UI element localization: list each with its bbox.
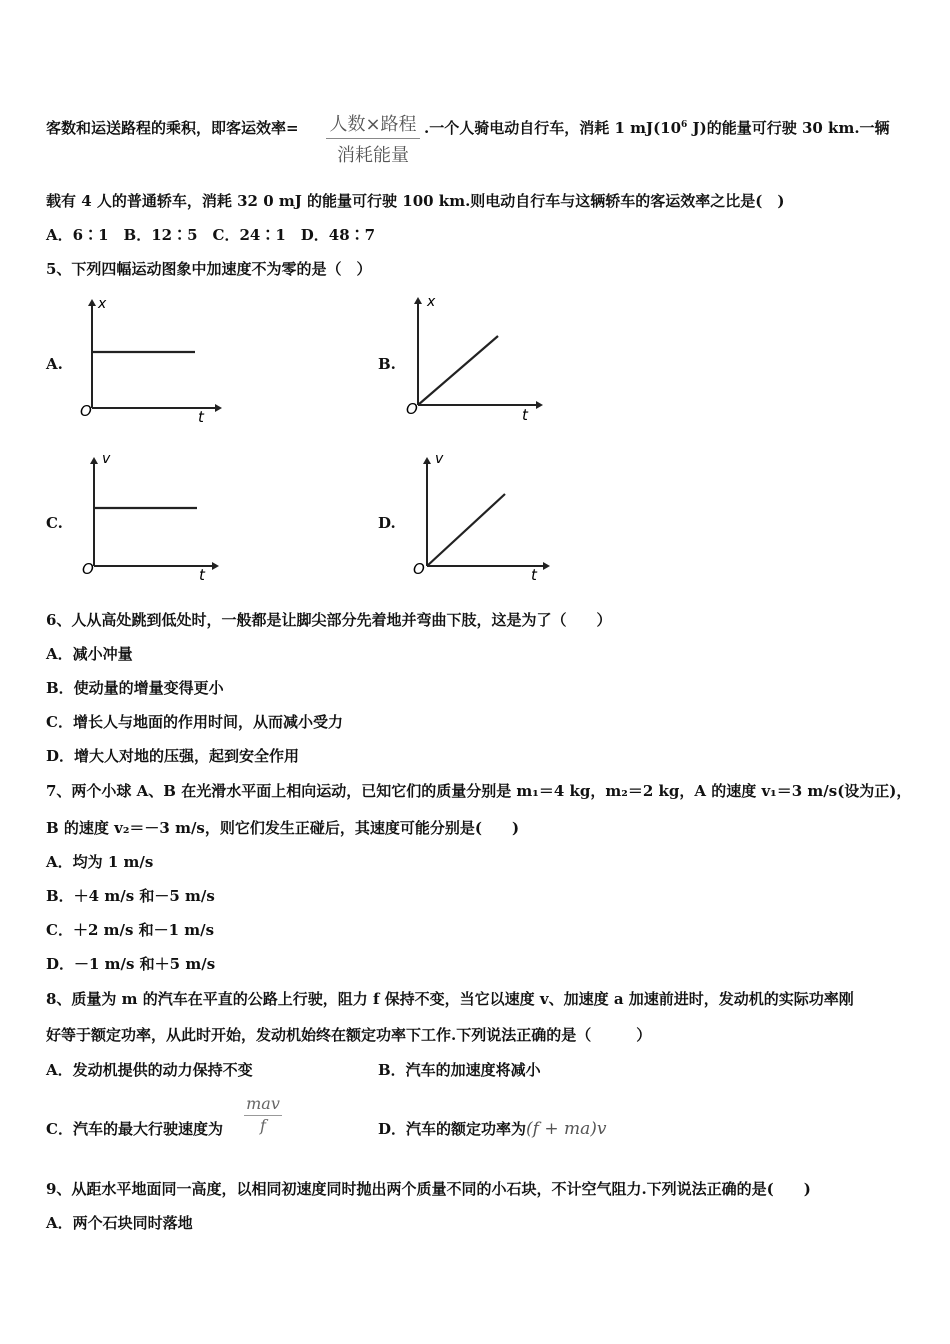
q4-line2: 载有 4 人的普通轿车，消耗 32 0 mJ 的能量可行驶 100 km.则电动自行车与这辆轿车的客运效率之比是( ): [46, 192, 785, 210]
graph-a-xlabel: t: [198, 408, 204, 425]
q5-label-a: A.: [46, 355, 63, 373]
graph-a-ylabel: x: [98, 296, 107, 312]
q7-option-b: B．＋4 m/s 和－5 m/s: [46, 887, 215, 905]
q9-stem: 9、从距水平地面同一高度，以相同初速度同时抛出两个质量不同的小石块，不计空气阻力.下列说法正确的是( ): [46, 1180, 811, 1198]
q5-graph-d: [405, 448, 565, 588]
q5-label-c: C.: [46, 514, 63, 532]
q5-label-b: B.: [378, 355, 396, 373]
q8-stem-line2: 好等于额定功率，从此时开始，发动机始终在额定功率下工作.下列说法正确的是（ ）: [46, 1026, 652, 1044]
graph-c-ylabel: v: [102, 451, 111, 467]
q4-line1: [46, 117, 299, 138]
q8-frac-numerator: mav: [244, 1094, 282, 1116]
q8-option-c-fraction: [244, 1094, 282, 1135]
q5-graph-b: [398, 290, 558, 425]
q8-stem-line1: 8、质量为 m 的汽车在平直的公路上行驶，阻力 f 保持不变，当它以速度 v、加速度 a 加速前进时，发动机的实际功率刚: [46, 990, 854, 1008]
q4-fraction: [326, 110, 420, 167]
graph-d-xlabel: t: [531, 566, 537, 584]
q7-stem-line1: 7、两个小球 A、B 在光滑水平面上相向运动，已知它们的质量分别是 m₁＝4 kg，m₂＝2 kg，A 的速度 v₁＝3 m/s(设为正)，: [46, 782, 912, 800]
graph-d-series-line: [427, 494, 505, 566]
q6-option-c: C．增长人与地面的作用时间，从而减小受力: [46, 713, 343, 731]
q8-frac-denominator: f: [260, 1116, 266, 1135]
graph-b-xlabel: t: [522, 406, 528, 424]
graph-b-ylabel: x: [427, 294, 436, 310]
q8-option-a: A．发动机提供的动力保持不变: [46, 1061, 253, 1079]
graph-c-xlabel: t: [199, 566, 205, 584]
q8-option-c: C．汽车的最大行驶速度为: [46, 1120, 223, 1138]
q4-line1-tail: J)的能量可行驶 30 km.一辆: [687, 119, 890, 137]
q4-frac-numerator: 人数×路程: [326, 110, 420, 139]
q8-option-d-text: D．汽车的额定功率为: [378, 1120, 527, 1138]
q7-stem-line2: B 的速度 v₂＝－3 m/s，则它们发生正碰后，其速度可能分别是( ): [46, 819, 520, 837]
q5-graph-c: [72, 448, 232, 588]
graph-c-origin: O: [82, 560, 94, 578]
q4-frac-denominator: 消耗能量: [337, 145, 409, 166]
q7-option-a: A．均为 1 m/s: [46, 853, 154, 871]
q5-graph-a: [70, 290, 230, 425]
q8-option-d-expr: (f + ma)v: [526, 1119, 607, 1139]
q8-option-b: B．汽车的加速度将减小: [378, 1061, 541, 1079]
q6-stem: 6、人从高处跳到低处时，一般都是让脚尖部分先着地并弯曲下肢，这是为了（ ）: [46, 611, 612, 629]
q4-superscript: 6: [681, 120, 688, 130]
q8-option-d: [378, 1118, 606, 1139]
q6-option-b: B．使动量的增量变得更小: [46, 679, 224, 697]
graph-d-ylabel: v: [435, 451, 444, 467]
q5-label-d: D.: [378, 514, 396, 532]
graph-a-origin: O: [80, 402, 92, 420]
q5-stem: 5、下列四幅运动图象中加速度不为零的是（ ）: [46, 260, 372, 278]
q9-option-a: A．两个石块同时落地: [46, 1214, 193, 1232]
q6-option-a: A．减小冲量: [46, 645, 133, 663]
q4-line1-pre: 客数和运送路程的乘积，即客运效率=: [46, 119, 299, 137]
graph-b-origin: O: [406, 400, 418, 418]
q4-line1-post: [424, 117, 890, 138]
q6-option-d: D．增大人对地的压强，起到安全作用: [46, 747, 300, 765]
q4-line1-post-text: .一个人骑电动自行车，消耗 1 mJ(10: [424, 119, 682, 137]
q4-options: A．6∶1 B．12∶5 C．24∶1 D．48∶7: [46, 226, 376, 244]
graph-d-origin: O: [413, 560, 425, 578]
graph-b-series-line: [418, 336, 498, 405]
q7-option-c: C．＋2 m/s 和－1 m/s: [46, 921, 215, 939]
q7-option-d: D．－1 m/s 和＋5 m/s: [46, 955, 216, 973]
